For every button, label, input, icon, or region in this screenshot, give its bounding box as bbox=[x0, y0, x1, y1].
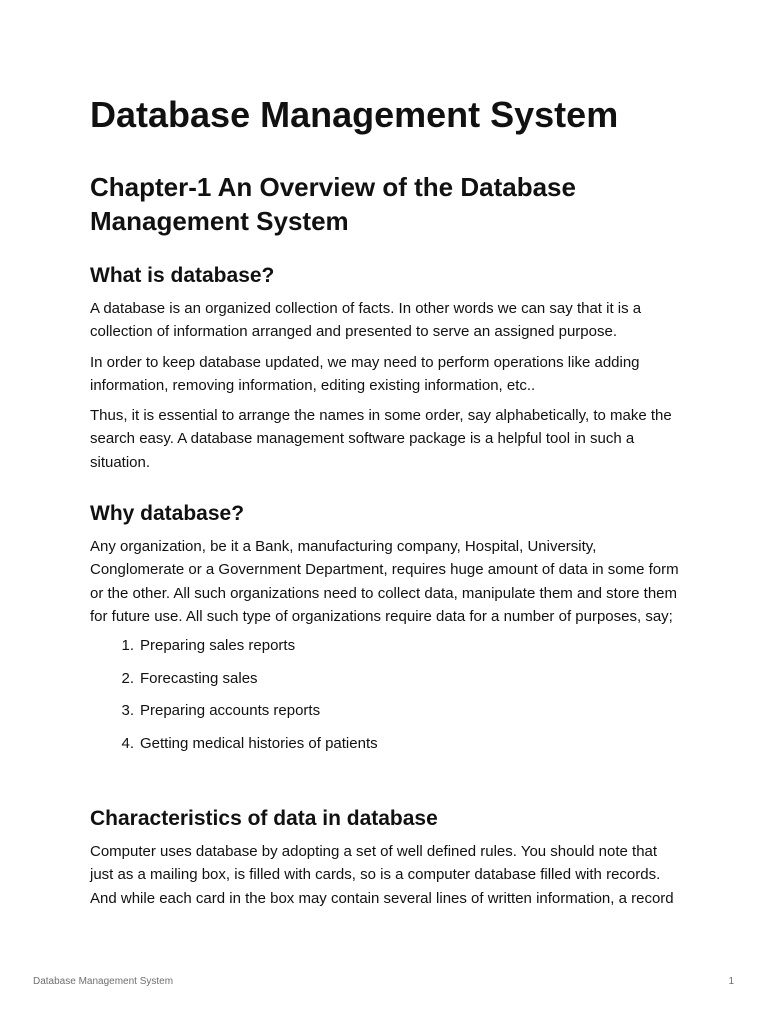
chapter-title: Chapter-1 An Overview of the Database Management System bbox=[90, 172, 576, 236]
list-number: 3. bbox=[121, 702, 134, 720]
document-title: Database Management System bbox=[90, 94, 619, 135]
footer-page-number: 1 bbox=[728, 976, 734, 987]
list-item bbox=[90, 635, 680, 657]
list-item bbox=[90, 733, 680, 755]
paragraph: Thus, it is essential to arrange the names in some order, say alphabetically, to make the search easy. A database management software package is a helpful tool in such a situation. bbox=[90, 407, 672, 471]
footer-document-title: Database Management System bbox=[33, 976, 174, 987]
section-heading: What is database? bbox=[90, 264, 275, 287]
list-text: Preparing accounts reports bbox=[140, 702, 321, 720]
list-number: 4. bbox=[121, 734, 134, 752]
section-heading: Characteristics of data in database bbox=[90, 807, 438, 830]
paragraph: A database is an organized collection of facts. In other words we can say that it is a collection of information arranged and presented to serve an assigned purpose. bbox=[90, 300, 642, 341]
paragraph: Computer uses database by adopting a set of well defined rules. You should note that just as a mailing box, is filled with cards, so is a computer database filled with records. And while each card in the box may contain several lines of written information, a record bbox=[90, 843, 674, 907]
list-item bbox=[90, 668, 680, 690]
section-heading: Why database? bbox=[90, 502, 245, 525]
list-item bbox=[90, 700, 680, 722]
list-text: Getting medical histories of patients bbox=[140, 734, 378, 752]
purpose-list bbox=[90, 635, 680, 755]
paragraph: Any organization, be it a Bank, manufacturing company, Hospital, University, Conglomerate or a Government Department, requires huge amount of data in some form or the other. All such organizations need to collect data, manipulate them and store them for future use. All such type of organizations require data for a number of purposes, say; bbox=[90, 538, 679, 625]
list-number: 2. bbox=[121, 669, 134, 687]
paragraph: In order to keep database updated, we may need to perform operations like adding information, removing information, editing existing information, etc.. bbox=[90, 353, 640, 394]
section-why-database bbox=[90, 500, 680, 765]
section-what-is-database bbox=[90, 262, 680, 481]
list-text: Forecasting sales bbox=[140, 669, 258, 687]
list-number: 1. bbox=[121, 637, 134, 655]
section-characteristics bbox=[90, 805, 680, 917]
list-text: Preparing sales reports bbox=[140, 637, 296, 655]
